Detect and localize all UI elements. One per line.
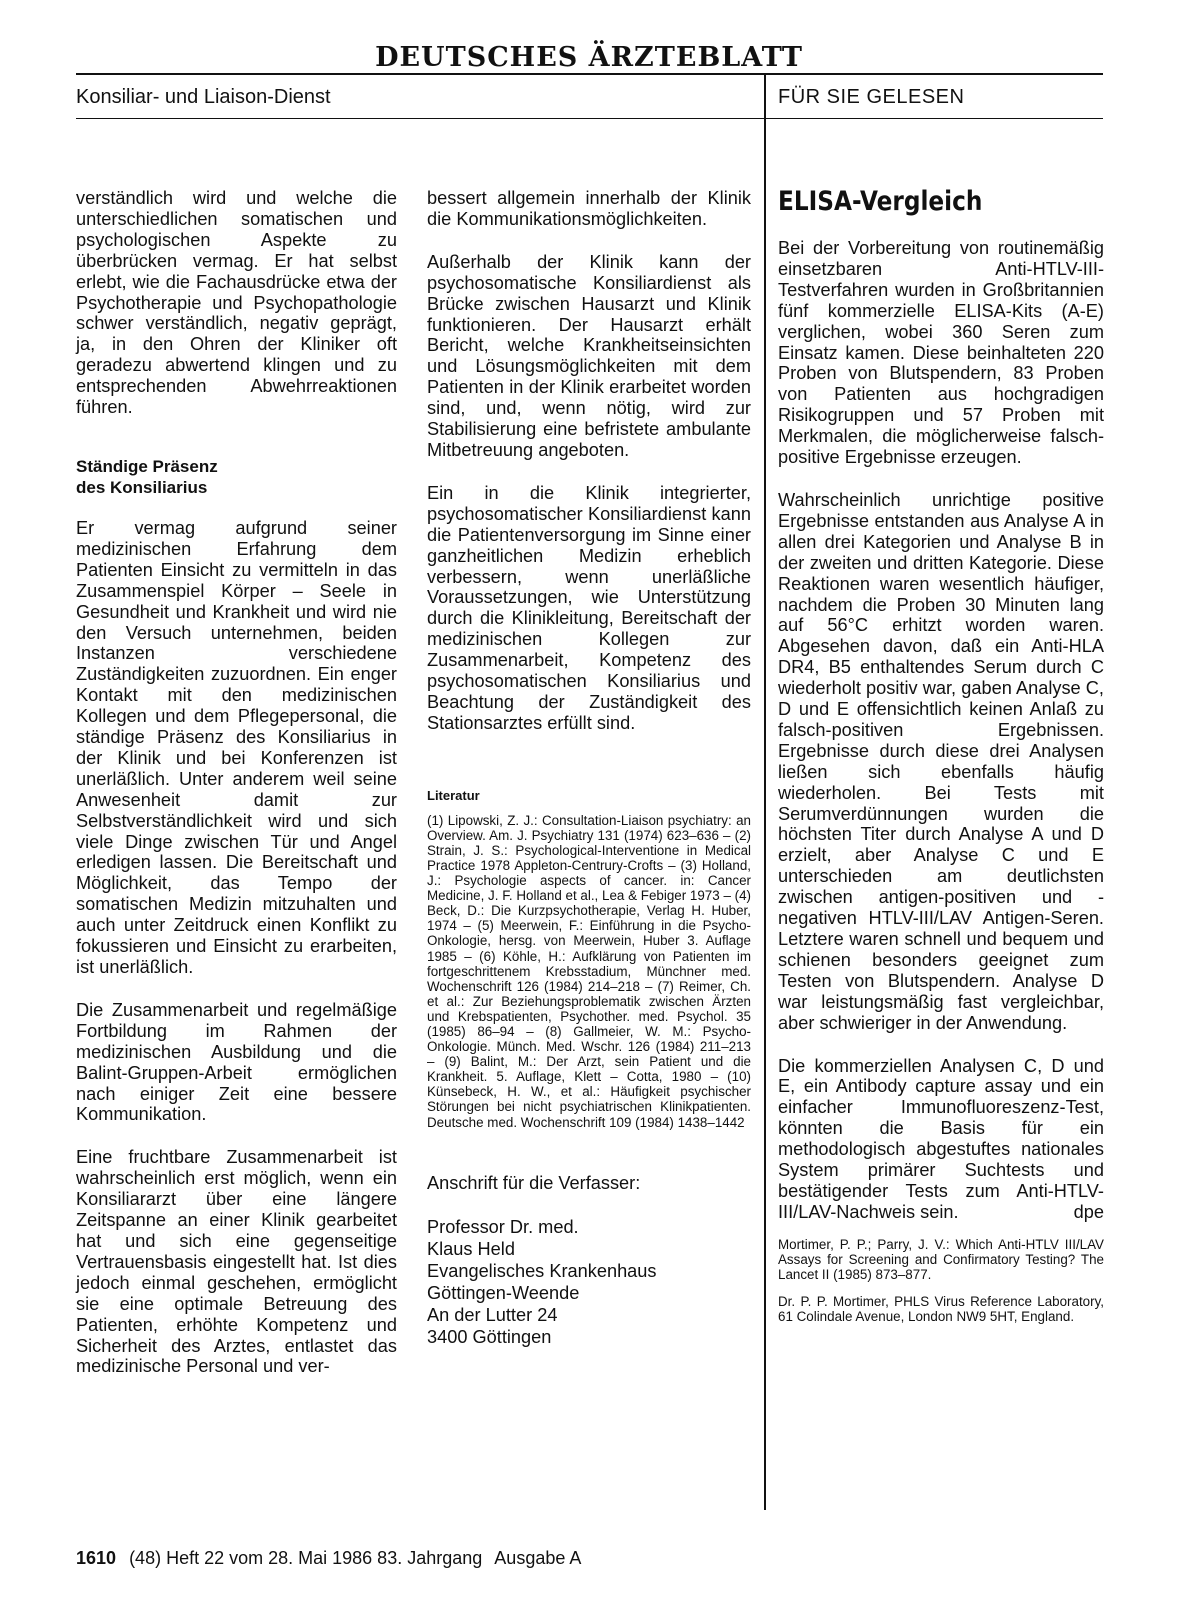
body-paragraph: Eine fruchtbare Zusammenarbeit ist wahrscheinlich erst möglich, wenn ein Konsiliararzt über eine längere Zeitspanne an einer Klinik gearbeitet hat und sich eine gegenseitige Vertrauensbasis eingestellt hat. Ist dies jedoch einmal geschehen, ermöglicht sie eine optimale Betreuung des Patienten, erhöhte Kompetenz und Sicherheit des Arztes, entlastet das medizinische Personal und ver- bbox=[76, 1147, 397, 1377]
body-paragraph: Ein in die Klinik integrierter, psychosomatischer Konsiliardienst kann die Patientenversorgung im Sinne einer ganzheitlichen Medizin erheblich verbessern, wenn unerläßliche Voraussetzungen, wie Unterstützung durch die Klinikleitung, Bereitschaft der medizinischen Kollegen zur Zusammenarbeit, Kompetenz des psychosomatischen Konsiliarius und Beachtung der Zuständigkeit des Stationsarztes erfüllt sind. bbox=[427, 482, 751, 733]
section-label-right: FÜR SIE GELESEN bbox=[778, 86, 965, 108]
author-signature: dpe bbox=[1073, 1201, 1104, 1222]
sidebar-article-column bbox=[778, 238, 1104, 1324]
address-line: Göttingen-Weende bbox=[427, 1282, 580, 1303]
address-line: 3400 Göttingen bbox=[427, 1326, 552, 1347]
body-paragraph: verständlich wird und welche die unterschiedlichen somatischen und psychologischen Aspekte zu überbrücken vermag. Er hat selbst erlebt, wie die Fachausdrücke etwa der Psychotherapie und Psychopathologie schwer verständlich, negativ geprägt, ja, in den Ohren der Kliniker oft geradezu abwertend klingen und zu entsprechenden Abwehrreaktionen führen. bbox=[76, 188, 397, 418]
address-line: Klaus Held bbox=[427, 1238, 515, 1259]
masthead: DEUTSCHES ÄRZTEBLATT bbox=[375, 42, 803, 73]
body-paragraph: Die Zusammenarbeit und regelmäßige Fortbildung im Rahmen der medizinischen Ausbildung und die Balint-Gruppen-Arbeit ermöglichen nach einiger Zeit eine bessere Kommunikation. bbox=[76, 999, 397, 1125]
section-rule-right bbox=[766, 118, 1103, 119]
subheading bbox=[76, 456, 397, 498]
address-line: Evangelisches Krankenhaus bbox=[427, 1260, 657, 1281]
body-paragraph: Er vermag aufgrund seiner medizinischen Erfahrung dem Patienten Einsicht zu vermitteln in das Zusammenspiel Körper – Seele in Gesundheit und Krankheit und wird nie den Versuch unternehmen, beiden Instanzen verschiedene Zuständigkeiten zuzuordnen. Ein enger Kontakt mit den medizinischen Kollegen und dem Pflegepersonal, die ständige Präsenz des Konsiliarius in der Klinik und bei Konferenzen ist unerläßlich. Unter anderem weil seine Anwesenheit damit zur Selbstverständlichkeit wird und sich viele Dinge zwischen Tür und Angel erledigen lassen. Die Bereitschaft und Möglichkeit, das Tempo der somatischen Medizin mitzuhalten und auch unter Zeitdruck einen Konflikt zu fokussieren und Einsicht zu erarbeiten, ist unerläßlich. bbox=[76, 517, 397, 977]
body-paragraph: bessert allgemein innerhalb der Klinik die Kommunikationsmöglichkeiten. bbox=[427, 188, 751, 229]
top-rule bbox=[76, 73, 1103, 75]
article-column-1 bbox=[76, 188, 397, 1399]
subheading-line: des Konsiliarius bbox=[76, 477, 208, 497]
address-line: Professor Dr. med. bbox=[427, 1216, 579, 1237]
page-number: 1610 bbox=[76, 1548, 117, 1568]
address-heading: Anschrift für die Verfasser: bbox=[427, 1172, 641, 1193]
body-paragraph: Bei der Vorbereitung von routinemäßig einsetzbaren Anti-HTLV-III-Testverfahren wurden in Großbritannien fünf kommerzielle ELISA-Kits (A-E) verglichen, wobei 360 Seren zum Einsatz kamen. Diese beinhalteten 220 Proben von Blutspendern, 83 Proben von Patienten aus hochgradigen Risikogruppen und 57 Proben mit Merkmalen, die möglicherweise falsch-positive Ergebnisse erzeugen. bbox=[778, 238, 1104, 468]
body-text: Die kommerziellen Analysen C, D und E, ein Antibody capture assay und ein einfacher Immunofluoreszenz-Test, könnten die Basis für ein methodologisch abgestuftes nationales System primärer Suchtests und bestätigender Tests zum Anti-HTLV-III/LAV-Nachweis sein. bbox=[778, 1055, 1104, 1222]
author-address bbox=[427, 1172, 751, 1348]
body-paragraph bbox=[778, 1056, 1104, 1223]
section-label-left: Konsiliar- und Liaison-Dienst bbox=[76, 86, 331, 108]
section-rule-left bbox=[76, 118, 764, 119]
body-paragraph: Außerhalb der Klinik kann der psychosomatische Konsiliardienst als Brücke zwischen Hausarzt und Klinik funktionieren. Der Hausarzt erhält Bericht, welche Krankheitseinsichten und Lösungsmöglichkeiten mit dem Patienten in der Klinik erarbeitet worden sind, und, wenn nötig, wird zur Stabilisierung eine befristete ambulante Mitbetreuung angeboten. bbox=[427, 251, 751, 460]
address-line: An der Lutter 24 bbox=[427, 1304, 558, 1325]
literature-heading: Literatur bbox=[427, 787, 480, 803]
page-footer bbox=[76, 1548, 589, 1569]
article-column-2 bbox=[427, 188, 751, 1348]
column-divider bbox=[764, 75, 766, 1510]
body-paragraph: Wahrscheinlich unrichtige positive Ergebnisse entstanden aus Analyse A in allen drei Kategorien und Analyse B in der zweiten und dritten Kategorie. Diese Reaktionen waren wesentlich häufiger, nachdem die Proben 30 Minuten lang auf 56°C erhitzt worden waren. Abgesehen davon, daß ein Anti-HLA DR4, B5 enthaltendes Serum durch C wiederholt positiv war, gaben Analyse C, D und E offensichtlich keinen Anlaß zu falsch-positiven Ergebnissen. Ergebnisse durch diese drei Analysen ließen sich ebenfalls häufig wiederholen. Bei Tests mit Serumverdünnungen wurden die höchsten Titer durch Analyse A und D erzielt, aber Analyse C und E unterschieden am deutlichsten zwischen antigen-positiven und -negativen HTLV-III/LAV Antigen-Seren. Letztere waren schnell und bequem und schienen besonders geeignet zum Testen von Blutspendern. Analyse D war leistungsmäßig fast vergleichbar, aber schwieriger in der Anwendung. bbox=[778, 489, 1104, 1033]
source-address: Dr. P. P. Mortimer, PHLS Virus Reference Laboratory, 61 Colindale Avenue, London NW9 5HT, England. bbox=[778, 1294, 1104, 1325]
issue-info: (48) Heft 22 vom 28. Mai 1986 83. Jahrgang bbox=[129, 1548, 483, 1568]
literature-list: (1) Lipowski, Z. J.: Consultation-Liaison psychiatry: an Overview. Am. J. Psychiatry 131 (1974) 623–636 – (2) Strain, J. S.: Psychological-Interventione in Medical Practice 1978 Appleton-Centrury-Crofts – (3) Holland, J.: Psychologie aspects of cancer. in: Cancer Medicine, J. F. Holland et al., Lea & Febiger 1973 – (4) Beck, D.: Die Kurzpsychotherapie, Verlag H. Huber, 1974 – (5) Meerwein, F.: Einführung in die Psycho-Onkologie, hersg. von Meerwein, Huber 3. Auflage 1985 – (6) Köhle, H.: Aufklärung von Patienten im fortgeschrittenem Krebsstadium, Münchner med. Wochenschrift 126 (1984) 214–218 – (7) Reimer, Ch. et al.: Zur Beziehungsproblematik zwischen Ärzten und Krebspatienten, Psychother. med. Psychol. 35 (1985) 86–94 – (8) Gallmeier, W. M.: Psycho-Onkologie. Münch. Med. Wschr. 126 (1984) 211–213 – (9) Balint, M.: Der Arzt, sein Patient und die Krankheit. 5. Auflage, Klett – Cotta, 1980 – (10) Künsebeck, H. W., et al.: Häufigkeit psychischer Störungen bei nicht psychiatrischen Klinikpatienten. Deutsche med. Wochenschrift 109 (1984) 1438–1442 bbox=[427, 812, 751, 1130]
source-reference: Mortimer, P. P.; Parry, J. V.: Which Anti-HTLV III/LAV Assays for Screening and Confirmatory Testing? The Lancet II (1985) 873–877. bbox=[778, 1236, 1104, 1282]
sidebar-article-title: ELISA-Vergleich bbox=[778, 186, 983, 217]
subheading-line: Ständige Präsenz bbox=[76, 456, 218, 476]
edition-info: Ausgabe A bbox=[494, 1548, 582, 1568]
